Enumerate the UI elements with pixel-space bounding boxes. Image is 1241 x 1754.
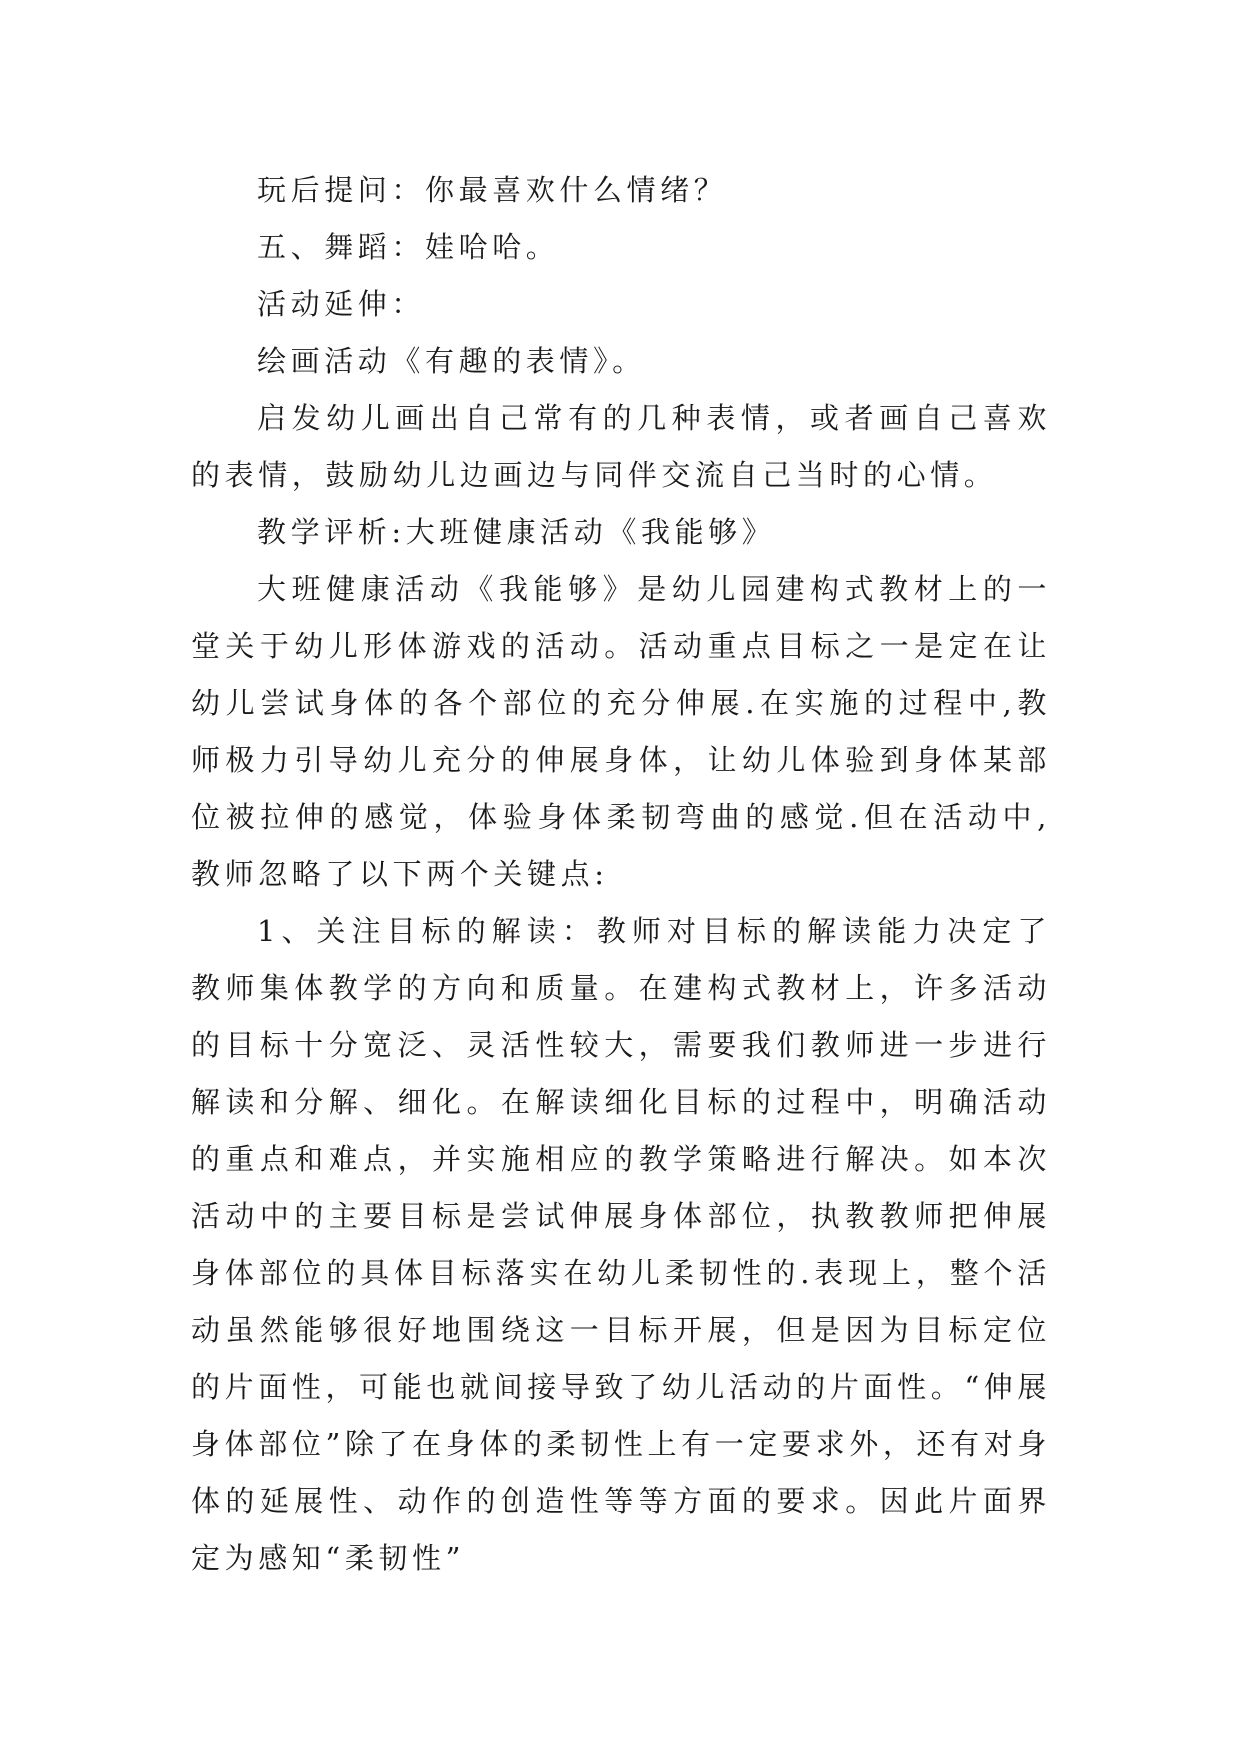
paragraph-drawing-description: 启发幼儿画出自己常有的几种表情，或者画自己喜欢的表情，鼓励幼儿边画边与同伴交流自己当时的心情。 <box>191 401 1051 492</box>
document-body <box>191 162 1051 1587</box>
paragraph-extension-heading: 活动延伸： <box>257 287 426 321</box>
paragraph-question: 玩后提问：你最喜欢什么情绪？ <box>257 173 728 207</box>
paragraph-evaluation-body: 大班健康活动《我能够》是幼儿园建构式教材上的一堂关于幼儿形体游戏的活动。活动重点目标之一是定在让幼儿尝试身体的各个部位的充分伸展.在实施的过程中,教师极力引导幼儿充分的伸展身体，让幼儿体验到身体某部位被拉伸的感觉，体验身体柔韧弯曲的感觉.但在活动中,教师忽略了以下两个关键点: <box>191 572 1051 891</box>
paragraph-evaluation-heading: 教学评析:大班健康活动《我能够》 <box>257 515 776 549</box>
paragraph-dance: 五、舞蹈：娃哈哈。 <box>257 230 560 264</box>
paragraph-point-one: 1、关注目标的解读：教师对目标的解读能力决定了教师集体教学的方向和质量。在建构式教材上，许多活动的目标十分宽泛、灵活性较大，需要我们教师进一步进行解读和分解、细化。在解读细化目标的过程中，明确活动的重点和难点，并实施相应的教学策略进行解决。如本次活动中的主要目标是尝试伸展身体部位，执教教师把伸展身体部位的具体目标落实在幼儿柔韧性的.表现上，整个活动虽然能够很好地围绕这一目标开展，但是因为目标定位的片面性，可能也就间接导致了幼儿活动的片面性。“伸展身体部位”除了在身体的柔韧性上有一定要求外，还有对身体的延展性、动作的创造性等等方面的要求。因此片面界定为感知“柔韧性” <box>191 914 1051 1575</box>
paragraph-drawing-activity: 绘画活动《有趣的表情》。 <box>257 344 646 378</box>
